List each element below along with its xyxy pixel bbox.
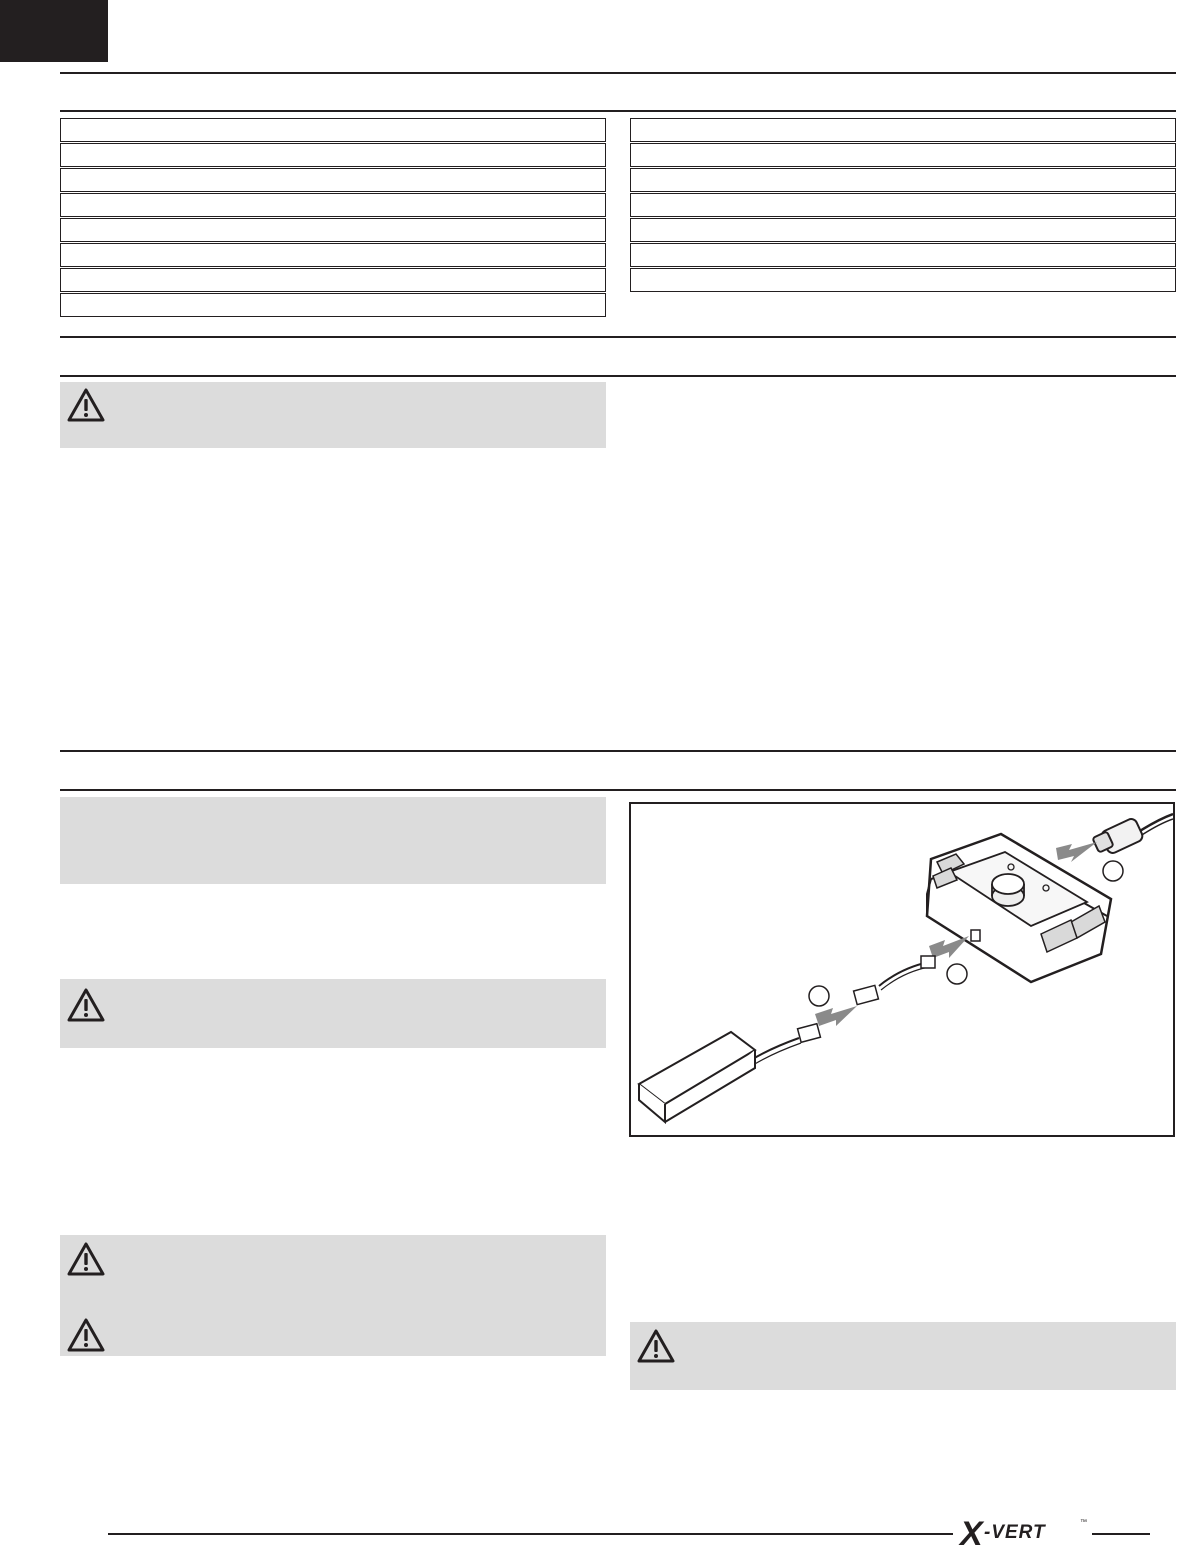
- table-row: [60, 118, 606, 142]
- warning-box: [60, 382, 606, 448]
- warning-triangle-icon: [636, 1328, 676, 1364]
- warning-triangle-icon: [66, 1241, 106, 1277]
- section-rule-top-1: [60, 72, 1176, 74]
- notice-box: [60, 797, 606, 884]
- footer-rule: [1092, 1533, 1150, 1535]
- warning-box: [630, 1322, 1176, 1390]
- insert-arrow: [815, 1006, 857, 1026]
- warning-triangle-icon: [66, 987, 106, 1023]
- table-row: [60, 293, 606, 317]
- charger-unit-icon: [927, 834, 1111, 982]
- table-row: [630, 143, 1176, 167]
- callout-marker: [809, 986, 829, 1006]
- insert-arrow: [929, 936, 969, 958]
- section-rule-bottom-3: [60, 789, 1176, 791]
- table-row: [60, 143, 606, 167]
- warning-box: [60, 979, 606, 1048]
- insert-arrow: [1056, 842, 1097, 862]
- logo-x: X: [960, 1515, 983, 1552]
- dc-plug-icon: [1092, 817, 1144, 855]
- section-rule-top-3: [60, 750, 1176, 752]
- table-row: [630, 218, 1176, 242]
- table-row: [630, 243, 1176, 267]
- table-row: [60, 268, 606, 292]
- footer-rule: [108, 1533, 953, 1535]
- section-rule-bottom-2: [60, 375, 1176, 377]
- table-row: [630, 193, 1176, 217]
- page-corner-tab: [0, 0, 108, 62]
- x-vert-logo: [958, 1512, 1090, 1552]
- charger-connection-diagram: [631, 804, 1173, 1135]
- section-rule-bottom-1: [60, 110, 1176, 112]
- warning-box-double: [60, 1235, 606, 1356]
- callout-marker: [947, 964, 967, 984]
- table-row: [60, 243, 606, 267]
- warning-triangle-icon: [66, 1317, 106, 1353]
- logo-trademark: ™: [1080, 1519, 1087, 1526]
- table-row: [60, 218, 606, 242]
- balance-adapter-icon: [854, 956, 935, 1005]
- table-row: [630, 118, 1176, 142]
- battery-pack-icon: [639, 1024, 820, 1122]
- table-row: [630, 268, 1176, 292]
- table-row: [630, 168, 1176, 192]
- warning-triangle-icon: [66, 387, 106, 423]
- callout-marker: [1103, 861, 1123, 881]
- section-rule-top-2: [60, 336, 1176, 338]
- logo-vert: -VERT: [984, 1522, 1046, 1543]
- charger-connection-figure: [629, 802, 1175, 1137]
- table-row: [60, 168, 606, 192]
- table-row: [60, 193, 606, 217]
